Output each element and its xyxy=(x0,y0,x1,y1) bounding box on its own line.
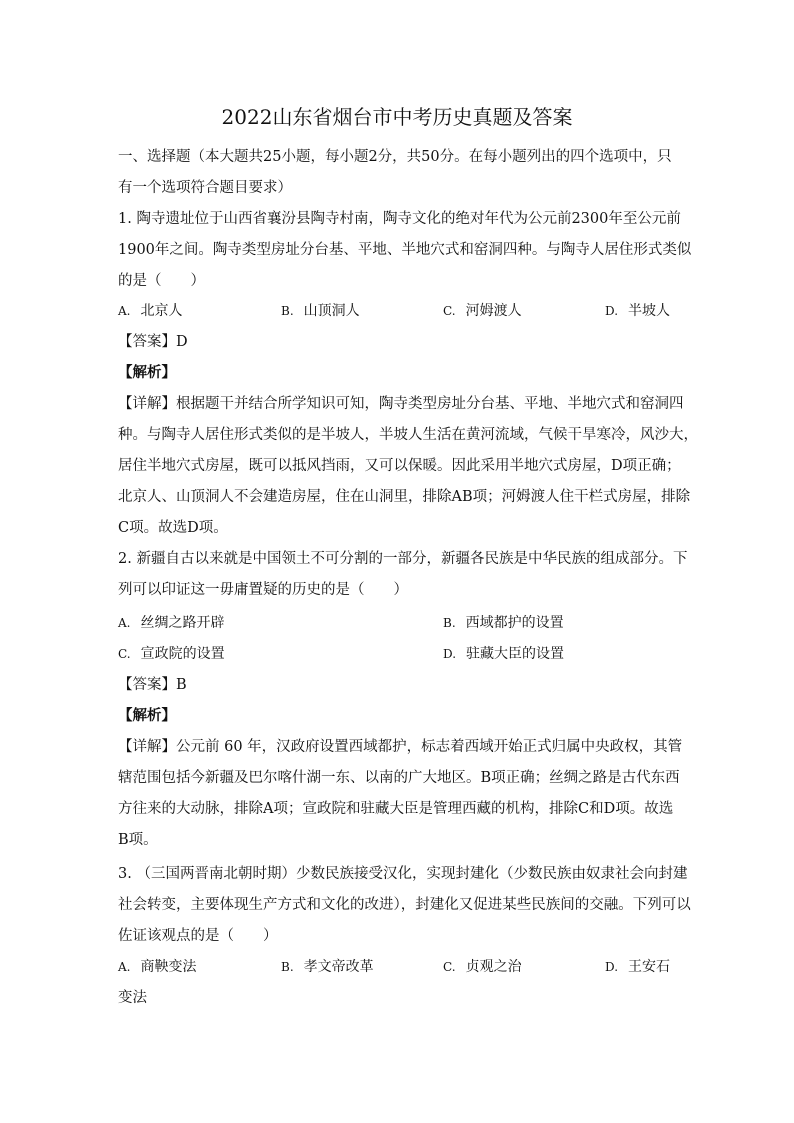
option-letter: D. xyxy=(443,647,457,661)
option-letter: B. xyxy=(443,616,456,630)
q1-detail-line-1: 【详解】根据题干并结合所学知识可知，陶寺类型房址分台基、平地、半地穴式和窑洞四 xyxy=(118,396,684,412)
q1-option-b xyxy=(281,301,360,321)
q2-option-c xyxy=(118,644,225,664)
option-text: 驻藏大臣的设置 xyxy=(466,646,565,662)
option-text: 西域都护的设置 xyxy=(465,615,564,631)
option-letter: B. xyxy=(281,960,294,974)
q1-detail-line-3: 居住半地穴式房屋，既可以抵风挡雨，又可以保暖。因此采用半地穴式房屋，D项正确； xyxy=(118,458,681,474)
option-text: 贞观之治 xyxy=(465,959,522,975)
q2-option-b xyxy=(443,613,564,633)
q1-stem-line-3: 的是（ ） xyxy=(118,273,205,289)
q1-option-d xyxy=(605,301,670,321)
option-letter: B. xyxy=(281,304,294,318)
option-text: 山顶洞人 xyxy=(303,303,360,319)
option-letter: C. xyxy=(443,960,456,974)
option-letter: D. xyxy=(605,304,619,318)
q2-stem-line-1: 2. 新疆自古以来就是中国领土不可分割的一部分，新疆各民族是中华民族的组成部分。下 xyxy=(118,551,688,567)
q1-detail-line-4: 北京人、山顶洞人不会建造房屋，住在山洞里，排除AB项；河姆渡人住干栏式房屋，排除 xyxy=(118,489,691,505)
option-letter: C. xyxy=(443,304,456,318)
q1-stem-line-1: 1. 陶寺遗址位于山西省襄汾县陶寺村南，陶寺文化的绝对年代为公元前2300年至公元前 xyxy=(118,211,681,227)
section-header-line-1: 一、选择题（本大题共25小题，每小题2分，共50分。在每小题列出的四个选项中，只 xyxy=(118,149,672,165)
q3-option-d xyxy=(605,957,670,977)
option-text: 商鞅变法 xyxy=(140,959,197,975)
section-header-line-2: 有一个选项符合题目要求） xyxy=(118,180,292,196)
option-text: 半坡人 xyxy=(628,303,671,319)
option-letter: D. xyxy=(605,960,619,974)
q2-detail-line-1: 【详解】公元前 60 年，汉政府设置西域都护，标志着西域开始正式归属中央政权，其管 xyxy=(118,739,683,755)
option-text: 宣政院的设置 xyxy=(140,646,225,662)
option-letter: A. xyxy=(118,960,131,974)
q2-stem-line-2: 列可以印证这一毋庸置疑的历史的是（ ） xyxy=(118,582,408,598)
option-text: 孝文帝改革 xyxy=(303,959,374,975)
q2-detail-line-2: 辖范围包括今新疆及巴尔喀什湖一东、以南的广大地区。B项正确；丝绸之路是古代东西 xyxy=(118,770,680,786)
q2-detail-line-3: 方往来的大动脉，排除A项；宣政院和驻藏大臣是管理西藏的机构，排除C和D项。故选 xyxy=(118,801,674,817)
q1-analysis-label: 【解析】 xyxy=(118,364,176,381)
option-letter: A. xyxy=(118,616,131,630)
q3-option-a xyxy=(118,957,196,977)
option-text: 丝绸之路开辟 xyxy=(140,615,225,631)
q1-answer: 【答案】D xyxy=(118,334,188,350)
q3-stem-line-3: 佐证该观点的是（ ） xyxy=(118,928,278,944)
option-letter: A. xyxy=(118,304,131,318)
q3-option-d-continuation: 变法 xyxy=(118,990,147,1006)
option-letter: C. xyxy=(118,647,131,661)
q1-option-a xyxy=(118,301,182,321)
q2-option-a xyxy=(118,613,224,633)
option-text: 王安石 xyxy=(628,959,671,975)
option-text: 河姆渡人 xyxy=(465,303,522,319)
page-title: 2022山东省烟台市中考历史真题及答案 xyxy=(221,105,573,129)
q2-analysis-label: 【解析】 xyxy=(118,707,176,724)
q1-option-c xyxy=(443,301,522,321)
option-text: 北京人 xyxy=(140,303,183,319)
q1-detail-line-5: C项。故选D项。 xyxy=(118,520,228,536)
q3-option-c xyxy=(443,957,522,977)
q1-stem-line-2: 1900年之间。陶寺类型房址分台基、平地、半地穴式和窑洞四种。与陶寺人居住形式类似 xyxy=(118,242,692,258)
q2-detail-line-4: B项。 xyxy=(118,832,158,848)
q2-option-d xyxy=(443,644,564,664)
q3-option-b xyxy=(281,957,374,977)
q1-detail-line-2: 种。与陶寺人居住形式类似的是半坡人，半坡人生活在黄河流域，气候干旱寒冷，风沙大， xyxy=(118,427,698,443)
q3-stem-line-2: 社会转变，主要体现生产方式和文化的改进），封建化又促进某些民族间的交融。下列可以 xyxy=(118,897,691,913)
q2-answer: 【答案】B xyxy=(118,677,187,693)
q3-stem-line-1: 3. （三国两晋南北朝时期）少数民族接受汉化，实现封建化（少数民族由奴隶社会向封建 xyxy=(118,866,688,882)
